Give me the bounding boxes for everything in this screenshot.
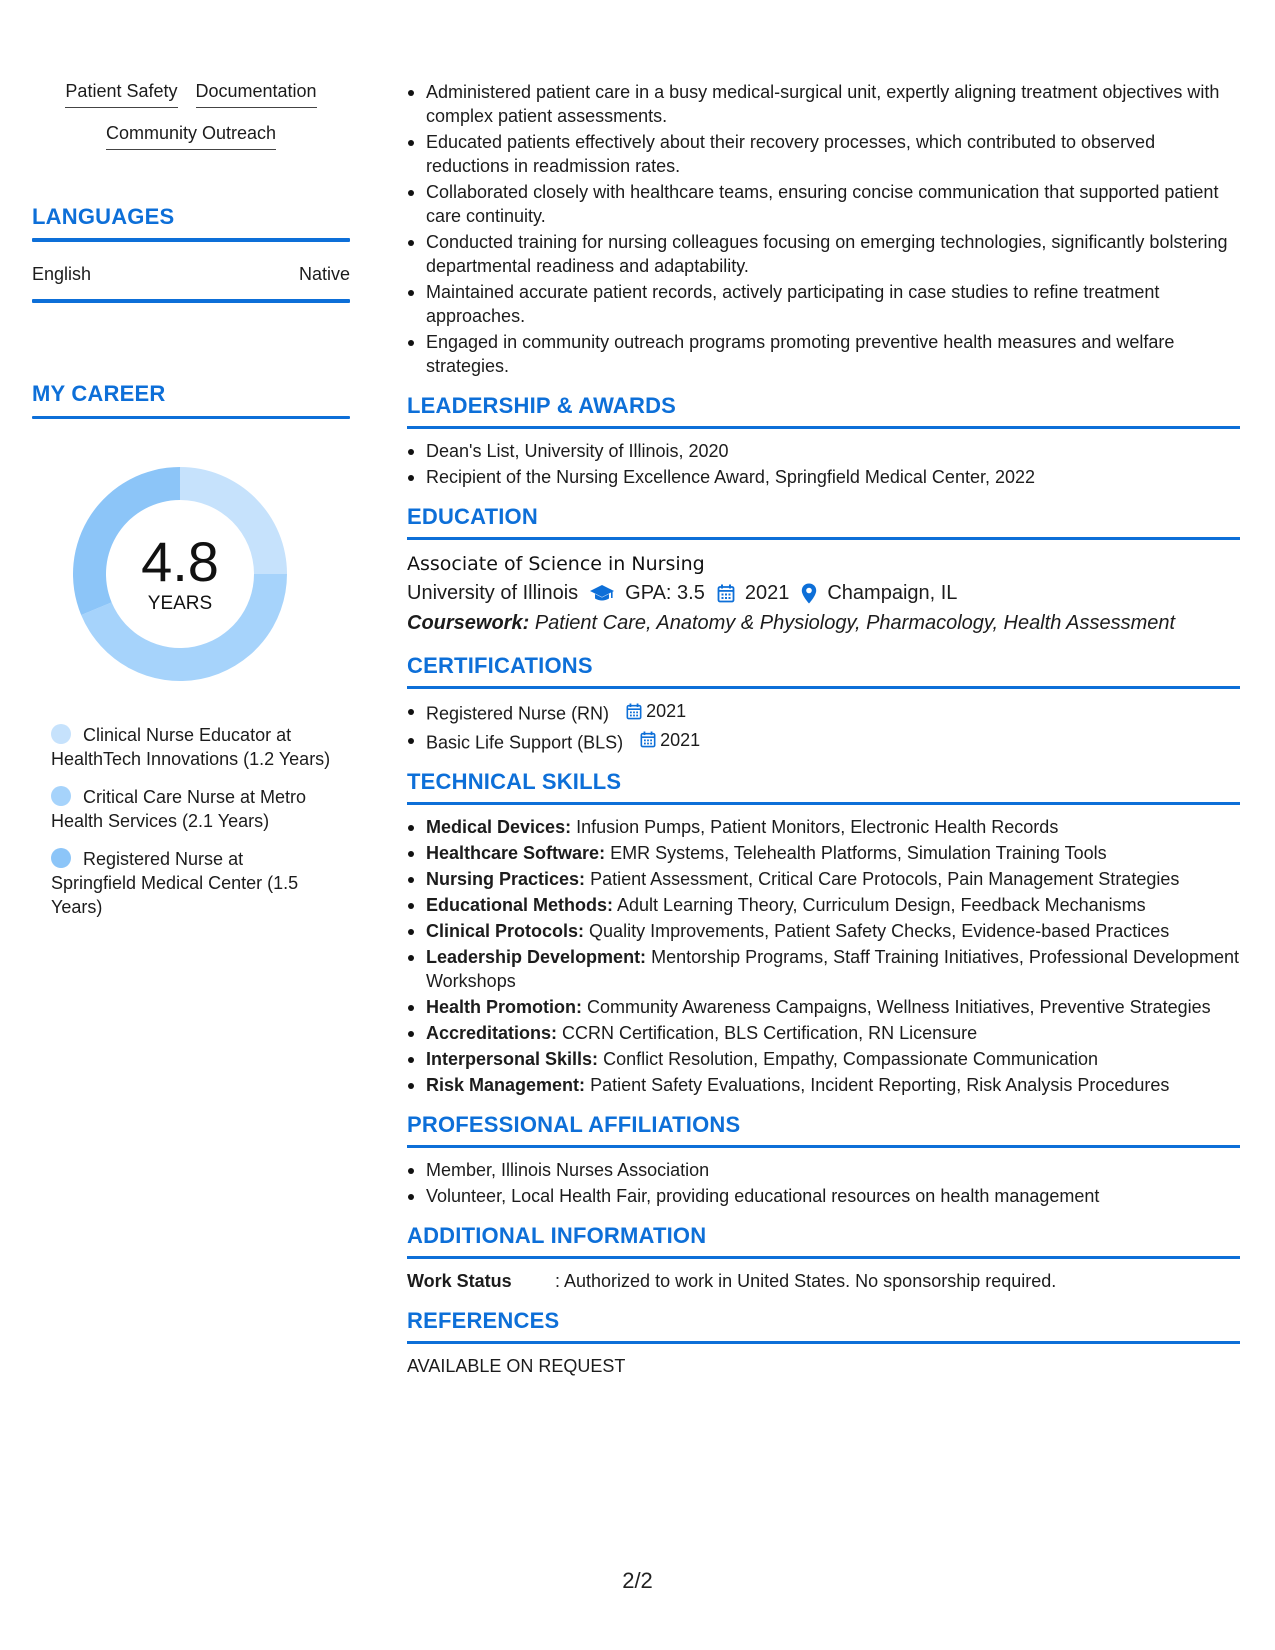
career-total-years: 4.8 bbox=[141, 530, 219, 593]
skill-category: Healthcare Software: bbox=[426, 843, 606, 863]
certification-date bbox=[626, 699, 686, 723]
section-divider bbox=[407, 686, 1240, 689]
leadership-heading: LEADERSHIP & AWARDS bbox=[407, 393, 677, 418]
legend-dot bbox=[51, 786, 71, 806]
leadership-section bbox=[407, 392, 1240, 489]
affiliations-list bbox=[407, 1158, 1240, 1208]
experience-bullet: Maintained accurate patient records, actively participating in case studies to refine treatment approaches. bbox=[407, 280, 1240, 328]
language-row bbox=[32, 242, 350, 299]
certification-name: Registered Nurse (RN) bbox=[426, 703, 610, 724]
affiliation-item: Member, Illinois Nurses Association bbox=[407, 1158, 1240, 1182]
languages-heading: LANGUAGES bbox=[32, 204, 175, 229]
skill-item bbox=[407, 893, 1240, 917]
references-text: AVAILABLE ON REQUEST bbox=[407, 1356, 626, 1376]
language-level-bar bbox=[32, 299, 350, 303]
certifications-section bbox=[407, 652, 1240, 754]
affiliations-section bbox=[407, 1111, 1240, 1208]
career-donut-chart bbox=[65, 459, 295, 689]
skill-tag: Documentation bbox=[196, 80, 317, 108]
language-level: Native bbox=[298, 264, 350, 284]
legend-label: Registered Nurse at Springfield Medical Center (1.5 Years) bbox=[51, 849, 299, 917]
section-divider bbox=[407, 537, 1240, 540]
section-divider bbox=[407, 426, 1240, 429]
language-name: English bbox=[32, 264, 92, 284]
additional-info-section bbox=[407, 1222, 1240, 1293]
career-years-unit: YEARS bbox=[147, 593, 213, 614]
graduation-year: 2021 bbox=[744, 582, 790, 604]
skill-category: Leadership Development: bbox=[426, 947, 647, 967]
skill-item bbox=[407, 815, 1240, 839]
skill-tag: Patient Safety bbox=[65, 80, 177, 108]
skill-values: Infusion Pumps, Patient Monitors, Electronic Health Records bbox=[576, 817, 1059, 837]
skill-category: Clinical Protocols: bbox=[426, 921, 585, 941]
skill-item bbox=[407, 919, 1240, 943]
certification-date bbox=[640, 728, 700, 752]
technical-skills-heading: TECHNICAL SKILLS bbox=[407, 769, 622, 794]
calendar-icon bbox=[626, 703, 642, 720]
education-details bbox=[407, 578, 1240, 608]
legend-dot bbox=[51, 848, 71, 868]
school-name: University of Illinois bbox=[407, 582, 579, 604]
skill-values: Adult Learning Theory, Curriculum Design, Feedback Mechanisms bbox=[617, 895, 1146, 915]
experience-bullet: Collaborated closely with healthcare teams, ensuring concise communication that supported patient care continuity. bbox=[407, 180, 1240, 228]
legend-item bbox=[51, 785, 331, 833]
section-divider bbox=[407, 1145, 1240, 1148]
skill-category: Accreditations: bbox=[426, 1023, 558, 1043]
degree-name: Associate of Science in Nursing bbox=[407, 553, 705, 575]
skill-values: EMR Systems, Telehealth Platforms, Simulation Training Tools bbox=[610, 843, 1107, 863]
skill-values: Quality Improvements, Patient Safety Checks, Evidence-based Practices bbox=[589, 921, 1170, 941]
certification-item bbox=[407, 699, 1240, 726]
section-divider bbox=[407, 1256, 1240, 1259]
coursework-list: Patient Care, Anatomy & Physiology, Pharmacology, Health Assessment bbox=[534, 612, 1176, 634]
right-column bbox=[407, 80, 1240, 1378]
skill-values: Mentorship Programs, Staff Training Initiatives, Professional Development Workshops bbox=[426, 947, 1240, 991]
work-status-label: Work Status bbox=[407, 1271, 512, 1291]
education-heading: EDUCATION bbox=[407, 504, 538, 529]
leadership-list bbox=[407, 439, 1240, 489]
skill-tags bbox=[32, 80, 350, 150]
award-item: Dean's List, University of Illinois, 2020 bbox=[407, 439, 1240, 463]
skill-item bbox=[407, 1073, 1240, 1097]
skill-category: Educational Methods: bbox=[426, 895, 614, 915]
legend-dot bbox=[51, 724, 71, 744]
skill-values: Community Awareness Campaigns, Wellness Initiatives, Preventive Strategies bbox=[587, 997, 1211, 1017]
skill-tag: Community Outreach bbox=[106, 122, 276, 150]
work-status-row bbox=[407, 1269, 1240, 1293]
legend-item bbox=[51, 847, 331, 919]
gpa-value: GPA: 3.5 bbox=[625, 582, 705, 604]
experience-bullet: Conducted training for nursing colleagues focusing on emerging technologies, significantly bolstering departmental readiness and adaptability. bbox=[407, 230, 1240, 278]
experience-bullets bbox=[407, 80, 1240, 378]
coursework bbox=[407, 608, 1240, 638]
skill-values: Patient Safety Evaluations, Incident Reporting, Risk Analysis Procedures bbox=[590, 1075, 1170, 1095]
skill-item bbox=[407, 867, 1240, 891]
map-pin-icon bbox=[801, 583, 817, 604]
donut-center bbox=[65, 459, 295, 689]
career-heading: MY CAREER bbox=[32, 381, 166, 406]
affiliations-heading: PROFESSIONAL AFFILIATIONS bbox=[407, 1112, 741, 1137]
technical-skills-section bbox=[407, 768, 1240, 1097]
experience-bullet: Engaged in community outreach programs promoting preventive health measures and welfare strategies. bbox=[407, 330, 1240, 378]
certification-year: 2021 bbox=[660, 729, 701, 750]
page-number: 2/2 bbox=[622, 1568, 653, 1593]
school-location: Champaign, IL bbox=[827, 582, 958, 604]
graduation-cap-icon bbox=[589, 583, 615, 603]
references-heading: REFERENCES bbox=[407, 1308, 560, 1333]
certification-item bbox=[407, 728, 1240, 755]
left-column bbox=[32, 80, 350, 933]
skill-values: CCRN Certification, BLS Certification, RN Licensure bbox=[562, 1023, 978, 1043]
skill-item bbox=[407, 945, 1240, 993]
certification-name: Basic Life Support (BLS) bbox=[426, 732, 624, 752]
experience-bullet: Educated patients effectively about their recovery processes, which contributed to observed reductions in readmission rates. bbox=[407, 130, 1240, 178]
certifications-list bbox=[407, 699, 1240, 754]
section-divider bbox=[407, 1341, 1240, 1344]
education-section bbox=[407, 503, 1240, 638]
skill-values: Conflict Resolution, Empathy, Compassionate Communication bbox=[603, 1049, 1098, 1069]
additional-info-heading: ADDITIONAL INFORMATION bbox=[407, 1223, 707, 1248]
skill-category: Medical Devices: bbox=[426, 817, 572, 837]
legend-label: Critical Care Nurse at Metro Health Services (2.1 Years) bbox=[51, 787, 307, 831]
experience-bullet: Administered patient care in a busy medical-surgical unit, expertly aligning treatment objectives with complex patient assessments. bbox=[407, 80, 1240, 128]
section-divider bbox=[32, 416, 350, 419]
calendar-icon bbox=[640, 731, 656, 748]
skill-item bbox=[407, 1021, 1240, 1045]
skill-item bbox=[407, 841, 1240, 865]
legend-label: Clinical Nurse Educator at HealthTech Innovations (1.2 Years) bbox=[51, 725, 331, 769]
certifications-heading: CERTIFICATIONS bbox=[407, 653, 593, 678]
work-status-value: : Authorized to work in United States. No sponsorship required. bbox=[555, 1271, 1057, 1291]
coursework-label: Coursework: bbox=[407, 612, 530, 634]
certification-year: 2021 bbox=[646, 701, 687, 721]
skill-category: Nursing Practices: bbox=[426, 869, 586, 889]
skill-item bbox=[407, 1047, 1240, 1071]
award-item: Recipient of the Nursing Excellence Award, Springfield Medical Center, 2022 bbox=[407, 465, 1240, 489]
technical-skills-list bbox=[407, 815, 1240, 1097]
references-section bbox=[407, 1307, 1240, 1378]
calendar-icon bbox=[717, 584, 735, 603]
skill-category: Health Promotion: bbox=[426, 997, 582, 1017]
affiliation-item: Volunteer, Local Health Fair, providing educational resources on health management bbox=[407, 1184, 1240, 1208]
skill-values: Patient Assessment, Critical Care Protocols, Pain Management Strategies bbox=[590, 869, 1180, 889]
section-divider bbox=[407, 802, 1240, 805]
skill-item bbox=[407, 995, 1240, 1019]
skill-category: Interpersonal Skills: bbox=[426, 1049, 599, 1069]
skill-category: Risk Management: bbox=[426, 1075, 586, 1095]
legend-item bbox=[51, 723, 331, 771]
career-legend bbox=[51, 723, 331, 919]
